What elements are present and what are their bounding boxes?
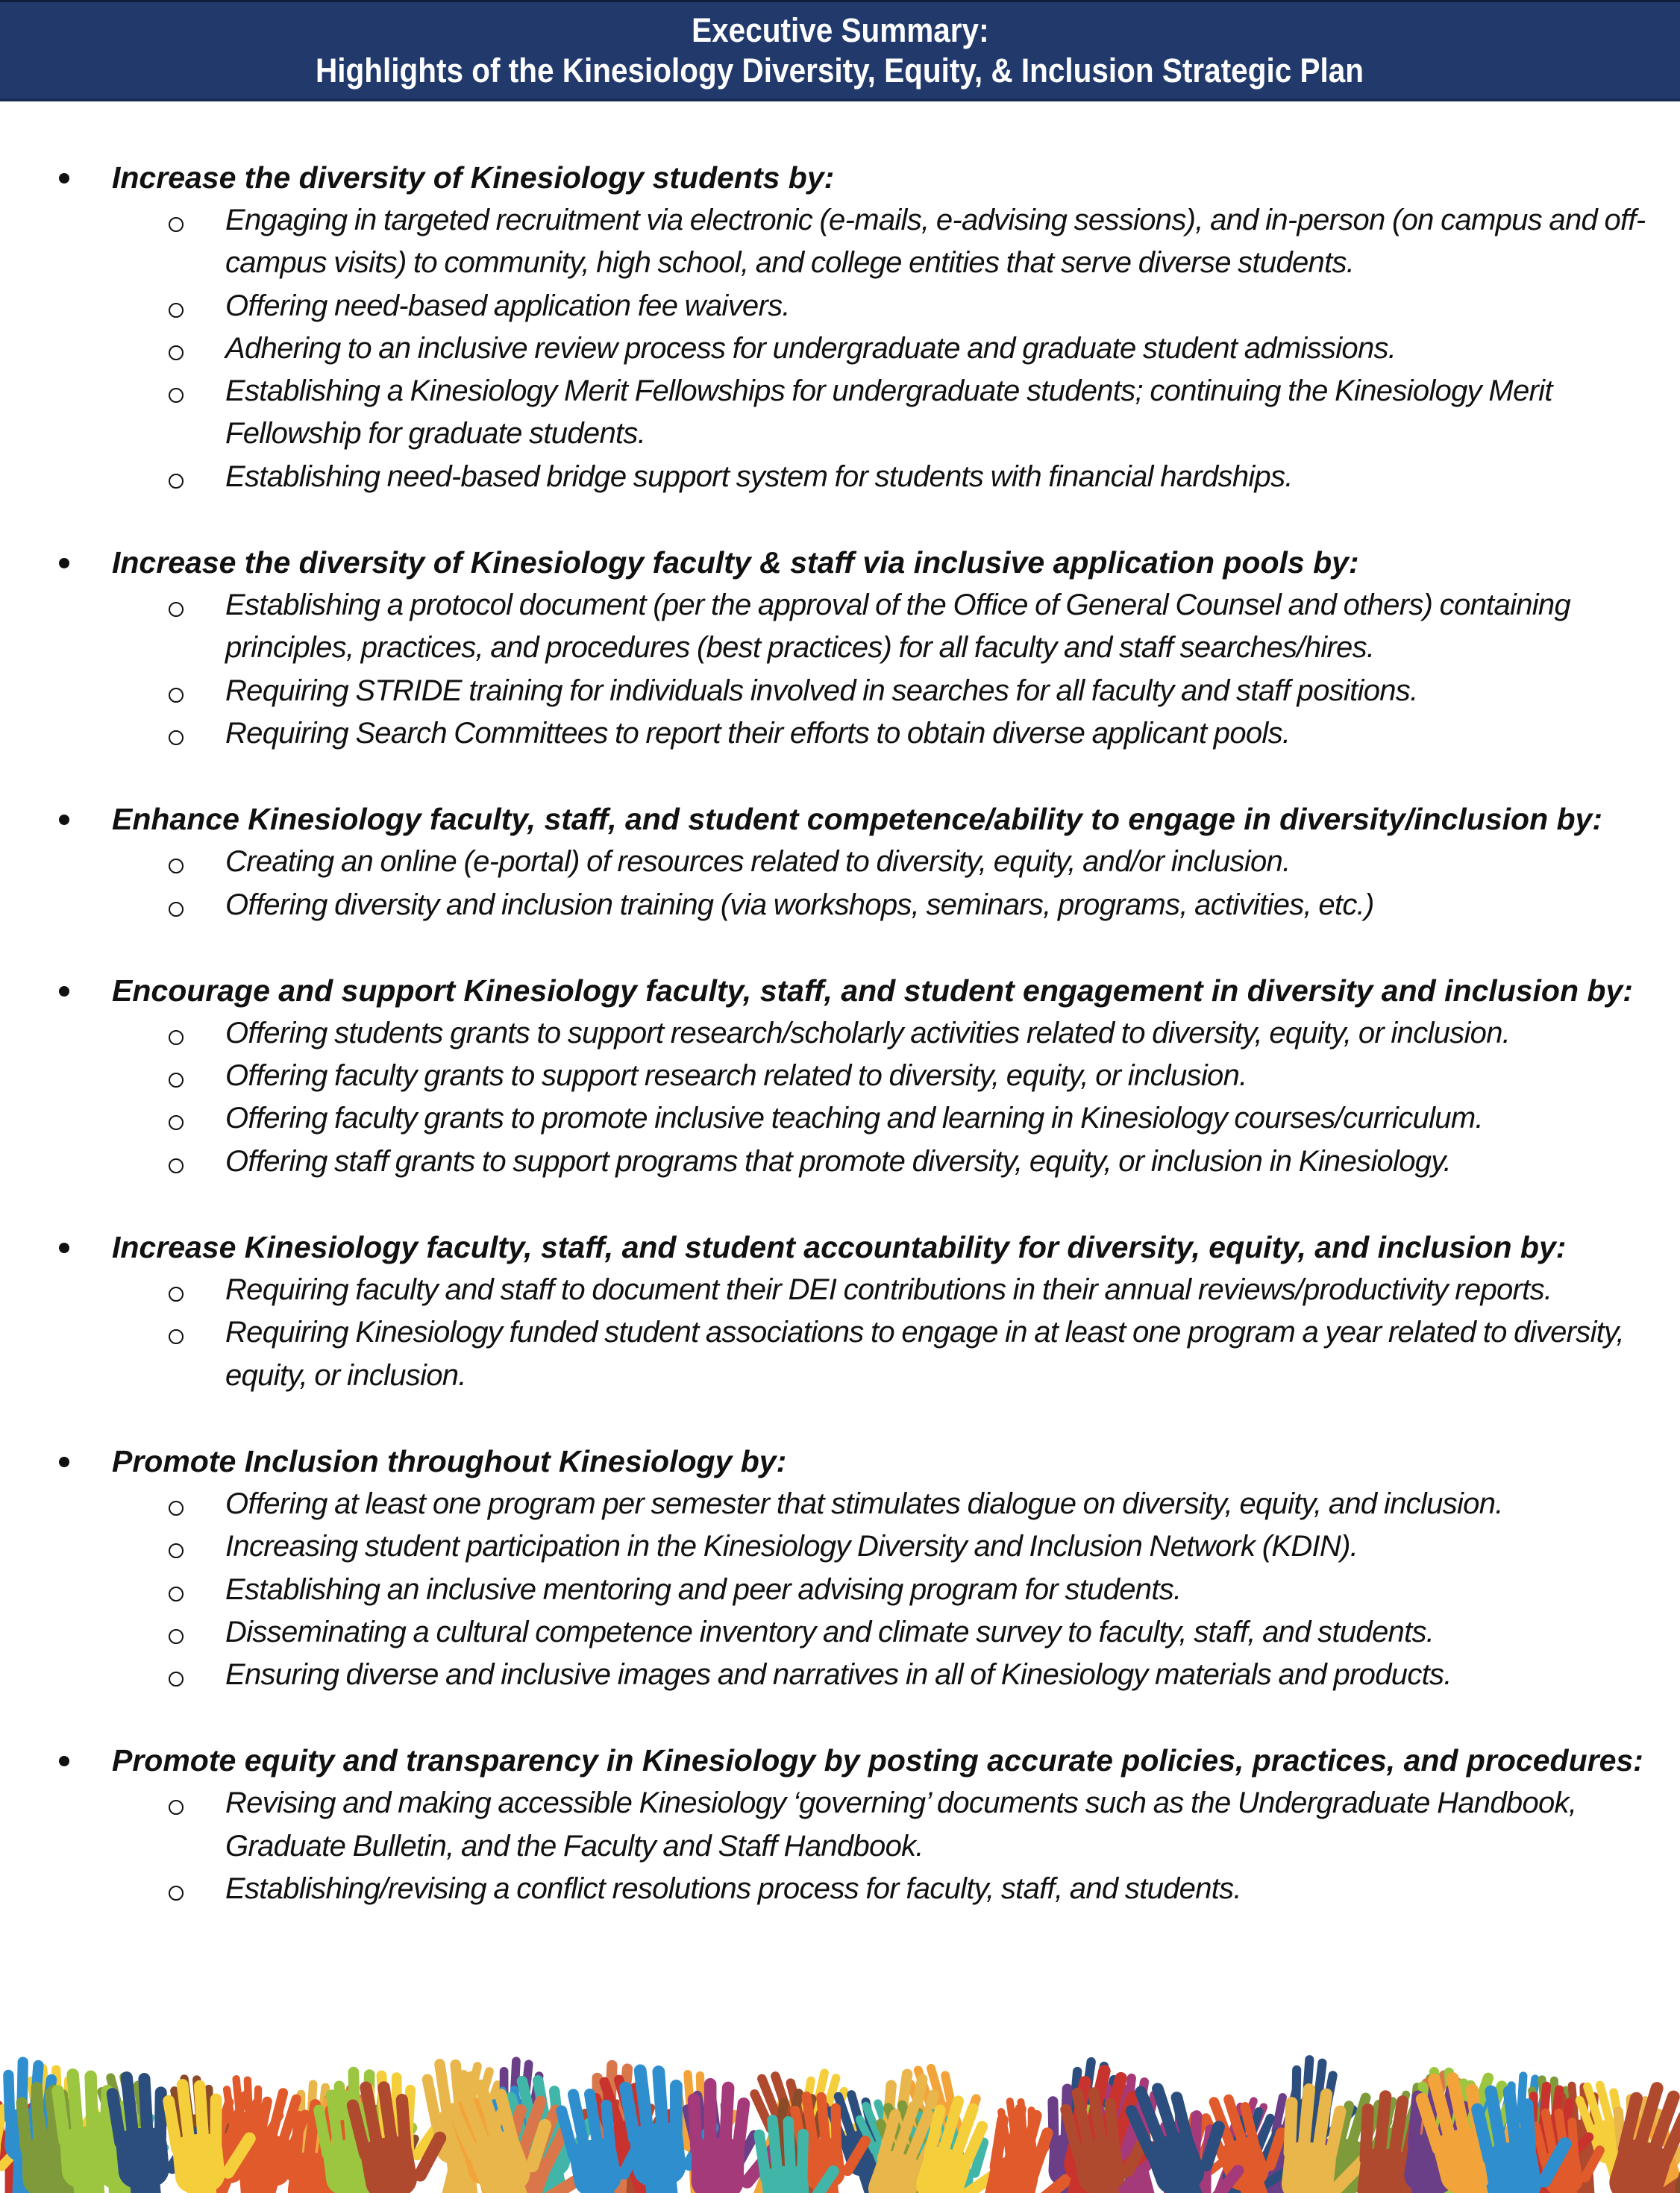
list-item-text: Offering students grants to support research/scholarly activities related to diversity, equity, or inclusion. [225, 1016, 1511, 1050]
list-item [0, 584, 1680, 670]
section-heading [0, 157, 1680, 199]
list-item-text: Offering need-based application fee waivers. [225, 289, 790, 322]
summary-section [0, 542, 1680, 755]
section-heading [0, 1226, 1680, 1269]
section-item-list [0, 1782, 1680, 1910]
summary-section [0, 1440, 1680, 1696]
section-heading-text: Increase the diversity of Kinesiology students by: [112, 160, 835, 195]
hollow-circle-bullet-icon [169, 1672, 184, 1687]
filled-circle-bullet-icon [59, 986, 69, 997]
hollow-circle-bullet-icon [169, 1287, 184, 1302]
section-heading [0, 542, 1680, 584]
hollow-circle-bullet-icon [169, 217, 184, 232]
section-heading [0, 1440, 1680, 1483]
list-item-text: Ensuring diverse and inclusive images and narratives in all of Kinesiology materials and products. [225, 1658, 1452, 1692]
hollow-circle-bullet-icon [169, 1030, 184, 1045]
list-item [0, 1012, 1680, 1055]
section-heading [0, 798, 1680, 841]
list-item [0, 370, 1680, 456]
title-line-1: Executive Summary: [691, 10, 989, 49]
section-heading-text: Encourage and support Kinesiology faculty, staff, and student engagement in diversity and inclusion by: [112, 973, 1633, 1008]
list-item [0, 327, 1680, 370]
hollow-circle-bullet-icon [169, 1587, 184, 1601]
filled-circle-bullet-icon [59, 558, 69, 568]
list-item [0, 1097, 1680, 1140]
summary-section [0, 798, 1680, 926]
filled-circle-bullet-icon [59, 173, 69, 183]
hollow-circle-bullet-icon [169, 1073, 184, 1088]
hollow-circle-bullet-icon [169, 1158, 184, 1173]
list-item-text: Requiring STRIDE training for individuals involved in searches for all faculty and staff positions. [225, 674, 1418, 707]
list-item-text: Requiring Search Committees to report their efforts to obtain diverse applicant pools. [225, 716, 1291, 750]
list-item-text: Creating an online (e-portal) of resources related to diversity, equity, and/or inclusion. [225, 845, 1291, 879]
section-item-list [0, 1012, 1680, 1183]
list-item-text: Engaging in targeted recruitment via electronic (e-mails, e-advising sessions), and in-person (on campus and off-campus visits) to community, high school, and college entities that serve diverse students. [225, 204, 1646, 280]
list-item [0, 841, 1680, 883]
hands-svg [0, 1939, 1680, 2193]
list-item-text: Adhering to an inclusive review process for undergraduate and graduate student admissions. [225, 331, 1397, 365]
hollow-circle-bullet-icon [169, 730, 184, 745]
summary-section [0, 1739, 1680, 1910]
raised-hands-illustration [0, 1939, 1680, 2193]
filled-circle-bullet-icon [59, 815, 69, 825]
summary-section [0, 970, 1680, 1183]
section-heading-text: Promote Inclusion throughout Kinesiology by: [112, 1443, 787, 1478]
title-banner [0, 0, 1680, 101]
filled-circle-bullet-icon [59, 1243, 69, 1253]
hollow-circle-bullet-icon [169, 1543, 184, 1558]
list-item [0, 670, 1680, 712]
section-heading-text: Enhance Kinesiology faculty, staff, and student competence/ability to engage in diversity/inclusion by: [112, 802, 1603, 837]
list-item-text: Offering staff grants to support programs that promote diversity, equity, or inclusion in Kinesiology. [225, 1144, 1452, 1178]
list-item-text: Requiring Kinesiology funded student associations to engage in at least one program a year related to diversity, equity, or inclusion. [225, 1316, 1624, 1392]
list-item [0, 1611, 1680, 1654]
list-item [0, 1311, 1680, 1397]
list-item-text: Establishing/revising a conflict resolutions process for faculty, staff, and students. [225, 1872, 1241, 1906]
list-item-text: Offering faculty grants to promote inclusive teaching and learning in Kinesiology courses/curriculum. [225, 1102, 1483, 1135]
hollow-circle-bullet-icon [169, 1800, 184, 1815]
hollow-circle-bullet-icon [169, 345, 184, 360]
list-item [0, 1868, 1680, 1910]
hollow-circle-bullet-icon [169, 1501, 184, 1516]
filled-circle-bullet-icon [59, 1756, 69, 1766]
list-item [0, 712, 1680, 755]
list-item [0, 1782, 1680, 1868]
section-heading [0, 970, 1680, 1012]
hollow-circle-bullet-icon [169, 1886, 184, 1901]
list-item-text: Offering at least one program per semester that stimulates dialogue on diversity, equity, and inclusion. [225, 1487, 1503, 1520]
hollow-circle-bullet-icon [169, 1329, 184, 1344]
hollow-circle-bullet-icon [169, 303, 184, 318]
section-heading-text: Promote equity and transparency in Kinesiology by posting accurate policies, practices, and procedures: [112, 1743, 1643, 1778]
list-item [0, 1055, 1680, 1097]
section-item-list [0, 1483, 1680, 1696]
list-item-text: Establishing need-based bridge support system for students with financial hardships. [225, 459, 1293, 493]
list-item-text: Increasing student participation in the Kinesiology Diversity and Inclusion Network (KDIN). [225, 1530, 1358, 1563]
hollow-circle-bullet-icon [169, 388, 184, 403]
list-item [0, 1269, 1680, 1311]
list-item [0, 1525, 1680, 1568]
section-heading-text: Increase the diversity of Kinesiology faculty & staff via inclusive application pools by: [112, 545, 1359, 580]
summary-section [0, 1226, 1680, 1397]
list-item [0, 884, 1680, 926]
section-item-list [0, 584, 1680, 755]
summary-content [0, 157, 1680, 1954]
hollow-circle-bullet-icon [169, 1629, 184, 1644]
hollow-circle-bullet-icon [169, 902, 184, 917]
list-item [0, 1141, 1680, 1183]
list-item-text: Establishing an inclusive mentoring and peer advising program for students. [225, 1572, 1182, 1606]
list-item-text: Offering diversity and inclusion training (via workshops, seminars, programs, activities, etc.) [225, 888, 1374, 921]
list-item [0, 285, 1680, 327]
section-item-list [0, 1269, 1680, 1397]
list-item [0, 1654, 1680, 1696]
hollow-circle-bullet-icon [169, 602, 184, 617]
list-item-text: Establishing a Kinesiology Merit Fellowships for undergraduate students; continuing the Kinesiology Merit Fellowship for graduate students. [225, 374, 1552, 451]
list-item-text: Revising and making accessible Kinesiology ‘governing’ documents such as the Undergraduate Handbook, Graduate Bulletin, and the Faculty and Staff Handbook. [225, 1786, 1577, 1863]
list-item [0, 456, 1680, 498]
list-item-text: Requiring faculty and staff to document their DEI contributions in their annual reviews/productivity reports. [225, 1273, 1552, 1307]
section-heading-text: Increase Kinesiology faculty, staff, and student accountability for diversity, equity, and inclusion by: [112, 1230, 1567, 1265]
section-item-list [0, 199, 1680, 498]
section-heading [0, 1739, 1680, 1782]
filled-circle-bullet-icon [59, 1457, 69, 1467]
hollow-circle-bullet-icon [169, 859, 184, 873]
summary-section [0, 157, 1680, 498]
list-item [0, 199, 1680, 285]
hollow-circle-bullet-icon [169, 474, 184, 489]
list-item-text: Offering faculty grants to support research related to diversity, equity, or inclusion. [225, 1059, 1247, 1093]
list-item-text: Establishing a protocol document (per the approval of the Office of General Counsel and others) containing principles, practices, and procedures (best practices) for all faculty and staff searches/hires. [225, 589, 1571, 665]
hollow-circle-bullet-icon [169, 688, 184, 703]
list-item [0, 1483, 1680, 1525]
title-line-2: Highlights of the Kinesiology Diversity, Equity, & Inclusion Strategic Plan [316, 51, 1364, 90]
list-item-text: Disseminating a cultural competence inventory and climate survey to faculty, staff, and students. [225, 1615, 1435, 1648]
section-item-list [0, 841, 1680, 926]
hollow-circle-bullet-icon [169, 1115, 184, 1130]
list-item [0, 1569, 1680, 1611]
